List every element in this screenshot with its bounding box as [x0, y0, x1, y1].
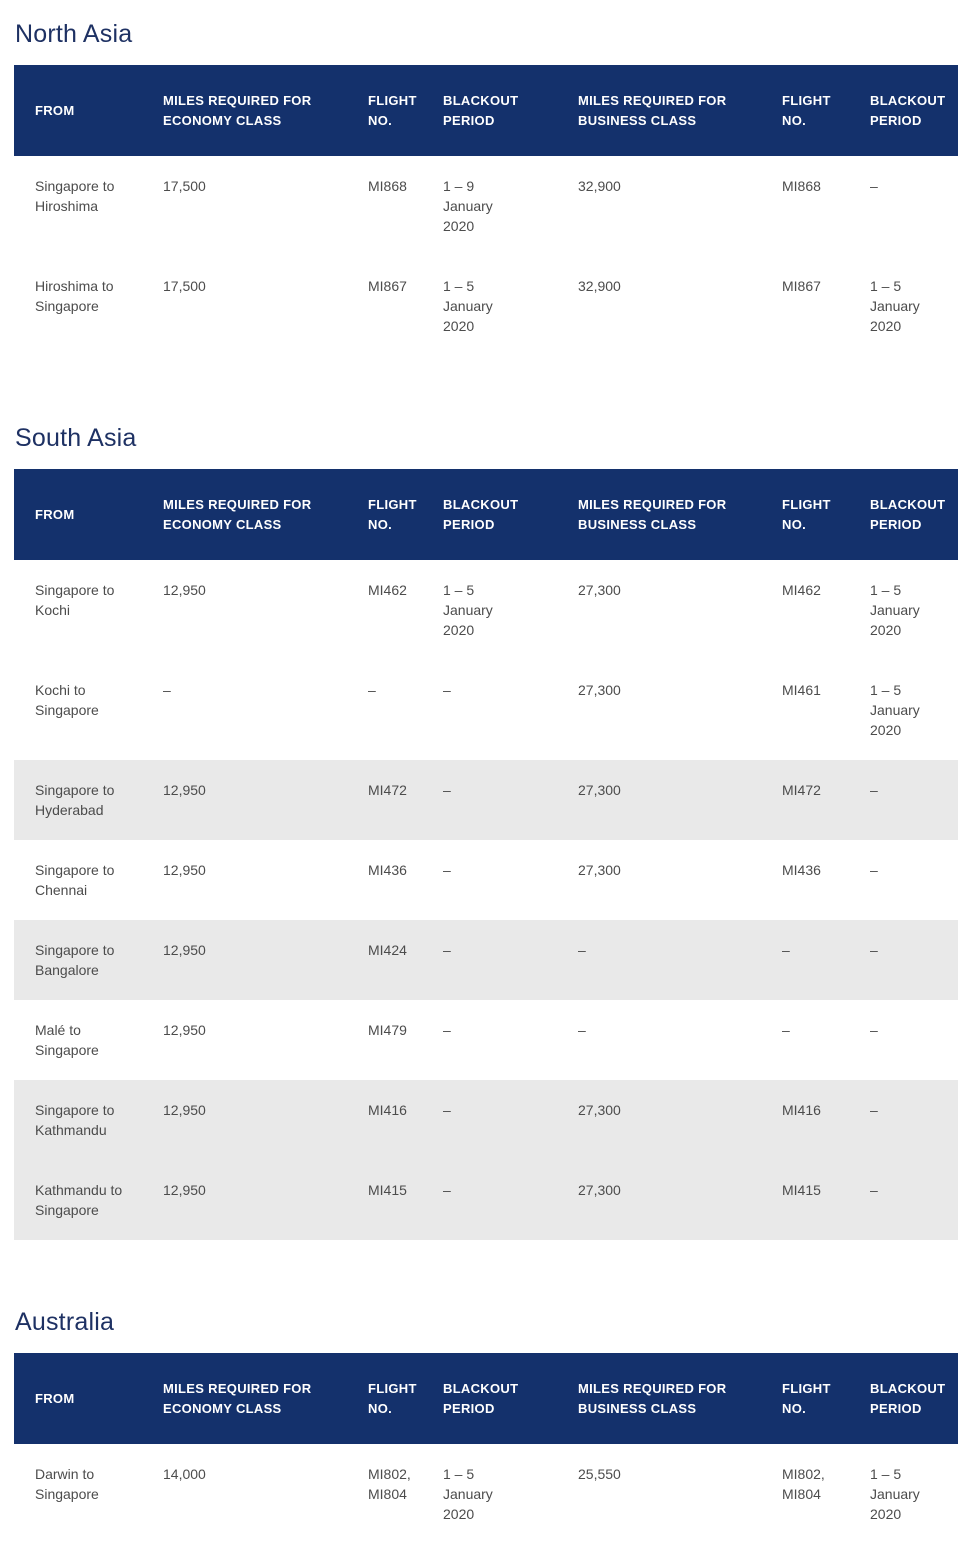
cell-line: January	[443, 198, 493, 214]
cell-line: –	[443, 862, 451, 878]
region-section	[14, 20, 958, 356]
table-cell	[578, 840, 782, 920]
cell-line: –	[443, 1182, 451, 1198]
table-cell	[163, 1080, 368, 1160]
table-cell	[368, 840, 443, 920]
table-cell	[443, 256, 578, 356]
table-cell	[443, 840, 578, 920]
table-cell	[368, 1444, 443, 1544]
table-cell	[870, 256, 958, 356]
cell-line: Chennai	[35, 882, 88, 898]
cell-line: 1 – 5	[870, 278, 902, 294]
table-cell	[14, 920, 163, 1000]
table-cell	[870, 660, 958, 760]
cell-line: –	[782, 1022, 790, 1038]
table-cell	[368, 1000, 443, 1080]
cell-line: Kochi to	[35, 682, 86, 698]
cell-line: Hiroshima	[35, 198, 99, 214]
cell-line: MI867	[368, 278, 407, 294]
cell-line: January	[870, 298, 920, 314]
cell-line: MI472	[782, 782, 821, 798]
cell-line: MI436	[368, 862, 407, 878]
cell-line: 1 – 5	[870, 1466, 902, 1482]
cell-line: 1 – 5	[870, 682, 902, 698]
cell-line: 2020	[443, 622, 475, 638]
table-row	[14, 1160, 958, 1240]
cell-line: –	[443, 942, 451, 958]
award-table	[14, 469, 958, 1240]
table-row	[14, 840, 958, 920]
cell-line: Singapore	[35, 1486, 99, 1502]
table-cell	[163, 920, 368, 1000]
cell-line: Singapore to	[35, 1102, 115, 1118]
column-header: FLIGHT NO.	[782, 469, 870, 560]
table-cell	[782, 840, 870, 920]
cell-line: MI416	[782, 1102, 821, 1118]
cell-line: 2020	[443, 218, 475, 234]
table-header-row	[14, 469, 958, 560]
cell-line: Singapore	[35, 1042, 99, 1058]
cell-line: January	[870, 602, 920, 618]
cell-line: 12,950	[163, 782, 206, 798]
cell-line: 2020	[870, 1506, 902, 1522]
cell-line: 27,300	[578, 1182, 621, 1198]
table-cell	[14, 256, 163, 356]
table-cell	[578, 1000, 782, 1080]
table-cell	[782, 560, 870, 660]
column-header: MILES REQUIRED FOR BUSINESS CLASS	[578, 65, 782, 156]
cell-line: Singapore to	[35, 942, 115, 958]
table-cell	[14, 1000, 163, 1080]
cell-line: 1 – 5	[870, 582, 902, 598]
column-header: FLIGHT NO.	[782, 65, 870, 156]
column-header: MILES REQUIRED FOR ECONOMY CLASS	[163, 65, 368, 156]
cell-line: 27,300	[578, 862, 621, 878]
table-row	[14, 256, 958, 356]
cell-line: MI868	[368, 178, 407, 194]
column-header: BLACKOUT PERIOD	[443, 1353, 578, 1444]
table-cell	[782, 1444, 870, 1544]
table-row	[14, 1080, 958, 1160]
table-cell	[14, 1080, 163, 1160]
table-cell	[870, 1444, 958, 1544]
cell-line: Singapore to	[35, 782, 115, 798]
cell-line: –	[870, 1102, 878, 1118]
cell-line: 1 – 5	[443, 278, 475, 294]
cell-line: MI472	[368, 782, 407, 798]
cell-line: –	[578, 942, 586, 958]
table-cell	[163, 560, 368, 660]
table-cell	[163, 1000, 368, 1080]
table-cell	[14, 840, 163, 920]
table-cell	[163, 256, 368, 356]
cell-line: 2020	[443, 318, 475, 334]
table-cell	[443, 1160, 578, 1240]
table-row	[14, 660, 958, 760]
table-cell	[782, 156, 870, 256]
table-cell	[368, 660, 443, 760]
table-cell	[578, 256, 782, 356]
cell-line: MI462	[782, 582, 821, 598]
column-header: MILES REQUIRED FOR ECONOMY CLASS	[163, 1353, 368, 1444]
cell-line: –	[443, 1022, 451, 1038]
table-row	[14, 560, 958, 660]
award-miles-page	[0, 20, 972, 1544]
table-cell	[443, 560, 578, 660]
cell-line: MI415	[368, 1182, 407, 1198]
cell-line: 2020	[870, 318, 902, 334]
award-table	[14, 65, 958, 356]
table-cell	[578, 760, 782, 840]
table-cell	[368, 1160, 443, 1240]
cell-line: Singapore	[35, 298, 99, 314]
table-cell	[782, 1000, 870, 1080]
cell-line: MI802,	[368, 1466, 411, 1482]
column-header: FLIGHT NO.	[782, 1353, 870, 1444]
table-cell	[443, 1444, 578, 1544]
column-header: FROM	[14, 469, 163, 560]
table-cell	[443, 920, 578, 1000]
table-cell	[870, 920, 958, 1000]
cell-line: 12,950	[163, 1022, 206, 1038]
table-cell	[578, 1444, 782, 1544]
table-row	[14, 156, 958, 256]
cell-line: 25,550	[578, 1466, 621, 1482]
table-cell	[163, 156, 368, 256]
cell-line: 32,900	[578, 178, 621, 194]
cell-line: Singapore to	[35, 178, 115, 194]
cell-line: 1 – 5	[443, 1466, 475, 1482]
cell-line: Hiroshima to	[35, 278, 114, 294]
table-cell	[870, 156, 958, 256]
cell-line: Hyderabad	[35, 802, 104, 818]
cell-line: MI462	[368, 582, 407, 598]
table-cell	[870, 1080, 958, 1160]
table-cell	[870, 1160, 958, 1240]
table-cell	[14, 1444, 163, 1544]
cell-line: Singapore to	[35, 862, 115, 878]
cell-line: 1 – 9	[443, 178, 475, 194]
cell-line: 27,300	[578, 682, 621, 698]
table-cell	[870, 840, 958, 920]
cell-line: –	[870, 782, 878, 798]
table-cell	[14, 760, 163, 840]
cell-line: January	[870, 702, 920, 718]
column-header: MILES REQUIRED FOR BUSINESS CLASS	[578, 469, 782, 560]
cell-line: MI436	[782, 862, 821, 878]
cell-line: MI802,	[782, 1466, 825, 1482]
column-header: BLACKOUT PERIOD	[443, 469, 578, 560]
table-cell	[368, 1080, 443, 1160]
column-header: FROM	[14, 1353, 163, 1444]
table-row	[14, 760, 958, 840]
table-row	[14, 1444, 958, 1544]
cell-line: 17,500	[163, 278, 206, 294]
cell-line: –	[870, 178, 878, 194]
table-cell	[782, 920, 870, 1000]
cell-line: 2020	[870, 622, 902, 638]
table-cell	[782, 1080, 870, 1160]
table-cell	[782, 760, 870, 840]
table-cell	[163, 760, 368, 840]
cell-line: 27,300	[578, 582, 621, 598]
cell-line: January	[443, 1486, 493, 1502]
table-cell	[163, 1160, 368, 1240]
cell-line: –	[782, 942, 790, 958]
table-cell	[578, 1160, 782, 1240]
table-cell	[368, 256, 443, 356]
region-section	[14, 1308, 958, 1544]
cell-line: MI415	[782, 1182, 821, 1198]
table-cell	[443, 1080, 578, 1160]
column-header: FLIGHT NO.	[368, 65, 443, 156]
table-cell	[870, 760, 958, 840]
table-cell	[578, 560, 782, 660]
table-cell	[870, 1000, 958, 1080]
table-cell	[443, 156, 578, 256]
region-title: South Asia	[15, 424, 137, 452]
table-cell	[163, 1444, 368, 1544]
cell-line: MI461	[782, 682, 821, 698]
cell-line: MI868	[782, 178, 821, 194]
cell-line: 12,950	[163, 582, 206, 598]
cell-line: –	[443, 682, 451, 698]
table-cell	[782, 1160, 870, 1240]
cell-line: –	[443, 1102, 451, 1118]
cell-line: Darwin to	[35, 1466, 95, 1482]
column-header: FLIGHT NO.	[368, 1353, 443, 1444]
region-section	[14, 424, 958, 1240]
cell-line: 12,950	[163, 1102, 206, 1118]
table-cell	[368, 920, 443, 1000]
cell-line: January	[870, 1486, 920, 1502]
cell-line: Singapore	[35, 1202, 99, 1218]
cell-line: 1 – 5	[443, 582, 475, 598]
cell-line: Singapore	[35, 702, 99, 718]
table-cell	[443, 760, 578, 840]
cell-line: MI867	[782, 278, 821, 294]
cell-line: –	[870, 942, 878, 958]
cell-line: Kathmandu	[35, 1122, 107, 1138]
column-header: FLIGHT NO.	[368, 469, 443, 560]
table-cell	[163, 660, 368, 760]
table-cell	[443, 1000, 578, 1080]
table-header-row	[14, 65, 958, 156]
table-cell	[782, 660, 870, 760]
cell-line: January	[443, 602, 493, 618]
table-cell	[578, 660, 782, 760]
cell-line: MI804	[368, 1486, 407, 1502]
table-cell	[870, 560, 958, 660]
table-header-row	[14, 1353, 958, 1444]
cell-line: 2020	[443, 1506, 475, 1522]
table-cell	[578, 1080, 782, 1160]
column-header: BLACKOUT PERIOD	[443, 65, 578, 156]
cell-line: 12,950	[163, 1182, 206, 1198]
cell-line: 27,300	[578, 782, 621, 798]
table-cell	[14, 660, 163, 760]
cell-line: –	[870, 1182, 878, 1198]
table-cell	[14, 1160, 163, 1240]
table-row	[14, 920, 958, 1000]
table-cell	[578, 920, 782, 1000]
cell-line: MI804	[782, 1486, 821, 1502]
column-header: FROM	[14, 65, 163, 156]
table-cell	[14, 156, 163, 256]
award-table	[14, 1353, 958, 1544]
column-header: BLACKOUT PERIOD	[870, 65, 958, 156]
column-header: MILES REQUIRED FOR BUSINESS CLASS	[578, 1353, 782, 1444]
table-row	[14, 1000, 958, 1080]
table-cell	[368, 560, 443, 660]
region-title: North Asia	[15, 20, 133, 48]
table-cell	[443, 660, 578, 760]
table-cell	[163, 840, 368, 920]
cell-line: 2020	[870, 722, 902, 738]
table-cell	[782, 256, 870, 356]
cell-line: 17,500	[163, 178, 206, 194]
cell-line: 12,950	[163, 942, 206, 958]
column-header: BLACKOUT PERIOD	[870, 469, 958, 560]
cell-line: MI416	[368, 1102, 407, 1118]
cell-line: 14,000	[163, 1466, 206, 1482]
table-cell	[14, 560, 163, 660]
cell-line: MI424	[368, 942, 407, 958]
column-header: BLACKOUT PERIOD	[870, 1353, 958, 1444]
cell-line: Singapore to	[35, 582, 115, 598]
table-cell	[368, 760, 443, 840]
cell-line: January	[443, 298, 493, 314]
table-cell	[368, 156, 443, 256]
cell-line: –	[443, 782, 451, 798]
cell-line: MI479	[368, 1022, 407, 1038]
cell-line: –	[578, 1022, 586, 1038]
cell-line: –	[870, 862, 878, 878]
cell-line: –	[163, 682, 171, 698]
cell-line: 12,950	[163, 862, 206, 878]
region-title: Australia	[15, 1308, 115, 1336]
cell-line: Kochi	[35, 602, 71, 618]
cell-line: –	[368, 682, 376, 698]
cell-line: Kathmandu to	[35, 1182, 123, 1198]
cell-line: 32,900	[578, 278, 621, 294]
cell-line: Malé to	[35, 1022, 81, 1038]
cell-line: Bangalore	[35, 962, 99, 978]
table-cell	[578, 156, 782, 256]
cell-line: 27,300	[578, 1102, 621, 1118]
cell-line: –	[870, 1022, 878, 1038]
column-header: MILES REQUIRED FOR ECONOMY CLASS	[163, 469, 368, 560]
